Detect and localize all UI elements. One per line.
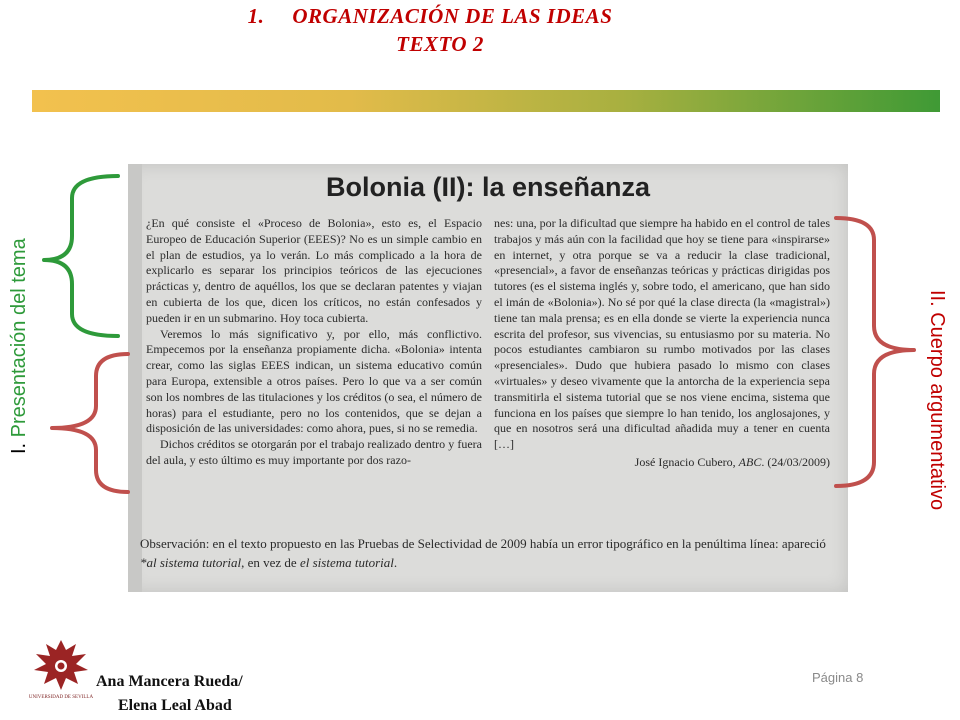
page-number: Página 8 <box>812 670 864 685</box>
label-left-text: Presentación del tema <box>8 238 30 438</box>
university-logo-icon <box>28 634 94 702</box>
slide-title <box>0 4 860 29</box>
article-column-left <box>146 216 482 469</box>
observation-d: el sistema tutorial <box>299 555 394 570</box>
paragraph-2: Veremos lo más significativo y, por ello, más conflictivo. Empecemos por la enseñanza propiamente dicha. «Bolonia» intenta crear, como las siglas EEES indican, un sistema educativo común para Europa, extensible a otros países. Pero lo que va a ser común son los nombres de las titulaciones y los créditos (o sea, el número de horas) para el estudiante, pero no los contenidos, que se dejan a disposición de las universidades: como ahora, pues, si no se remedia. <box>146 326 482 436</box>
authors <box>96 670 243 718</box>
signature-author: José Ignacio Cubero, <box>634 454 739 469</box>
signature-source: ABC <box>738 454 762 469</box>
article-title: Bolonia (II): la enseñanza <box>325 172 651 202</box>
observation-c: , en vez de <box>241 555 300 570</box>
title-number: 1. <box>247 4 265 28</box>
article-signature <box>494 455 830 471</box>
observation-note <box>140 534 840 572</box>
label-presentacion <box>8 238 31 454</box>
observation-a: Observación: en el texto propuesto en las Pruebas de Selectividad de 2009 había un error tipográfico en la penúltima línea: apareció <box>140 536 826 551</box>
paragraph-4: nes: una, por la dificultad que siempre ha habido en el control de tales trabajos y más aún con la facilidad que hoy se tiene para «inspirarse» en internet, y otra porque se va a reducir la clase tradicional, «presencial», a favor de enseñanzas teóricas y prácticas dirigidas pos tutores (es el sistema inglés y, sobre todo, el americano, que han sido el imán de «Bolonia»). No sé por qué la clase directa (la «magistral») tiene tan mala prensa; es en ella donde se vierte la experiencia nunca escrita del profesor, sus vivencias, su entusiasmo por su materia. No pocos estudiantes cambiaron su rumbo motivados por las clases «presenciales». Dudo que hubiera pasado lo mismo con clases «virtuales» y deseo vivamente que la antorcha de la experiencia sepa transmitirla el sistema tutorial que se nos viene encima, sistema que funciona en los países que siempre lo han tenido, los anglosajones, y que en nosotros será una dificultad añadida muy a tener en cuenta […] <box>494 216 830 452</box>
scan-edge <box>128 164 142 592</box>
red-brace-left <box>52 354 128 492</box>
article-column-right <box>494 216 830 471</box>
green-brace <box>44 176 118 336</box>
logo-label: UNIVERSIDAD DE SEVILLA <box>28 695 94 700</box>
slide-subtitle: TEXTO 2 <box>396 32 484 56</box>
label-cuerpo: II. Cuerpo argumentativo <box>926 290 948 511</box>
paragraph-1: ¿En qué consiste el «Proceso de Bolonia», esto es, el Espacio Europeo de Educación Superior (EEES)? No es un simple cambio en el plan de estudios, ya lo verán. Lo más complicado a la hora de explicarlo es separar los principios teóricos de las ejecuciones prácticas y, dentro de aquéllos, los que se declaran patentes y viajan en cubierta de los que, dicen los críticos, no están confesados y pueden ir en un submarino. Hoy toca cubierta. <box>146 216 482 325</box>
author-line-2: Elena Leal Abad <box>118 697 232 714</box>
author-line-1: Ana Mancera Rueda/ <box>96 673 243 690</box>
signature-date: . (24/03/2009) <box>761 454 830 469</box>
label-left-number: I. <box>8 442 30 454</box>
scanned-article <box>128 164 848 592</box>
paragraph-3: Dichos créditos se otorgarán por el trabajo realizado dentro y fuera del aula, y esto último es muy importante por dos razo- <box>146 437 482 467</box>
observation-e: . <box>393 555 398 570</box>
gradient-band <box>32 90 940 112</box>
title-line-1: ORGANIZACIÓN DE LAS IDEAS <box>292 4 613 28</box>
observation-b: *al sistema tutorial <box>140 555 242 570</box>
